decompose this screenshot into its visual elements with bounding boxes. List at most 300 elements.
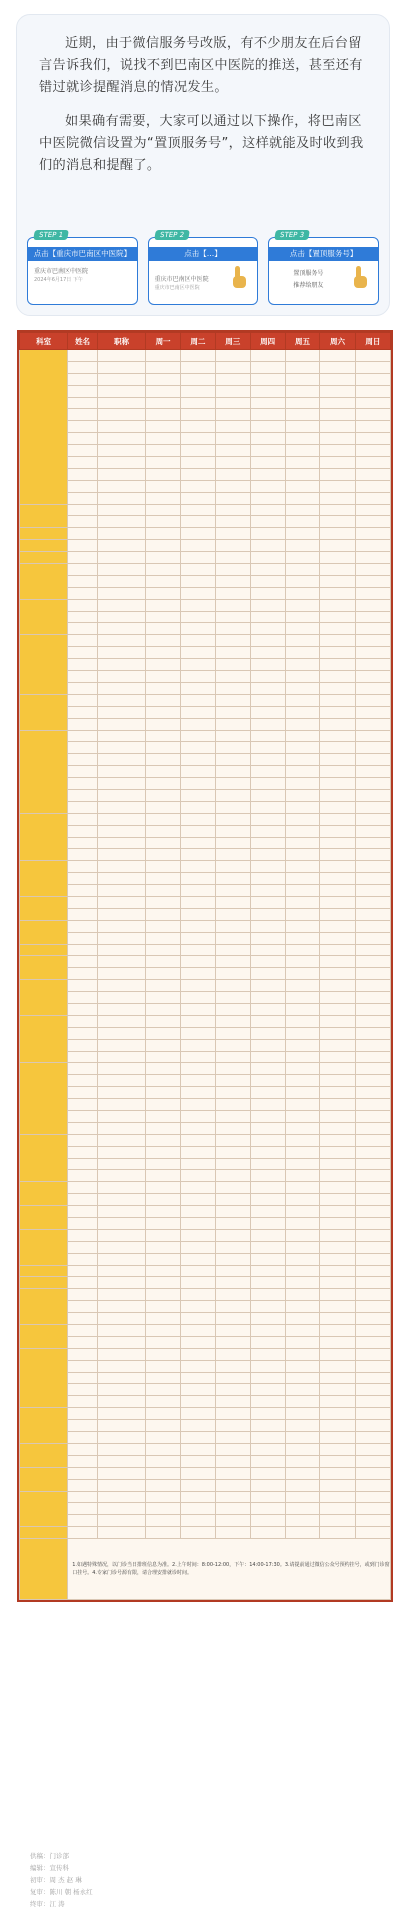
schedule-cell — [355, 1075, 390, 1087]
schedule-cell — [97, 504, 145, 516]
schedule-cell — [355, 1372, 390, 1384]
schedule-cell — [97, 516, 145, 528]
schedule-cell — [97, 1336, 145, 1348]
schedule-cell — [68, 1265, 98, 1277]
schedule-cell — [320, 1241, 355, 1253]
schedule-cell — [320, 1408, 355, 1420]
schedule-cell — [285, 373, 320, 385]
schedule-cell — [250, 754, 285, 766]
schedule-cell — [285, 742, 320, 754]
schedule-cell — [68, 1301, 98, 1313]
schedule-cell — [285, 1039, 320, 1051]
schedule-cell — [68, 992, 98, 1004]
schedule-cell — [181, 1360, 216, 1372]
schedule-cell — [181, 1051, 216, 1063]
schedule-cell — [97, 659, 145, 671]
schedule-cell — [97, 1218, 145, 1230]
schedule-cell — [355, 1063, 390, 1075]
schedule-cell — [181, 837, 216, 849]
schedule-cell — [68, 837, 98, 849]
schedule-cell — [285, 659, 320, 671]
schedule-cell — [97, 1313, 145, 1325]
schedule-cell — [146, 885, 181, 897]
schedule-cell — [250, 778, 285, 790]
schedule-cell — [181, 1348, 216, 1360]
schedule-cell — [285, 1015, 320, 1027]
schedule-cell — [250, 849, 285, 861]
schedule-cell — [146, 1194, 181, 1206]
schedule-cell — [320, 445, 355, 457]
notes-label-cell — [20, 1539, 68, 1600]
schedule-cell — [250, 671, 285, 683]
step-title: 点击【…】 — [149, 247, 258, 261]
table-row — [20, 682, 391, 694]
schedule-cell — [250, 611, 285, 623]
schedule-notes: 1.如遇特殊情况，以门诊当日排班信息为准。2.上午时间：8:00-12:00，下午：14:00-17:30。3.请提前通过微信公众号预约挂号，或到门诊窗口挂号。4.专家门诊号源有限，请合理安排就诊时间。 — [68, 1539, 391, 1600]
dept-cell — [20, 694, 68, 730]
schedule-cell — [146, 623, 181, 635]
schedule-cell — [181, 492, 216, 504]
schedule-cell — [97, 873, 145, 885]
schedule-cell — [68, 659, 98, 671]
schedule-cell — [146, 564, 181, 576]
table-row — [20, 540, 391, 552]
schedule-cell — [355, 1206, 390, 1218]
schedule-cell — [146, 445, 181, 457]
schedule-cell — [146, 1170, 181, 1182]
schedule-cell — [215, 516, 250, 528]
schedule-cell — [215, 778, 250, 790]
col-wed: 周三 — [215, 333, 250, 350]
schedule-cell — [250, 1301, 285, 1313]
schedule-cell — [146, 1063, 181, 1075]
schedule-cell — [146, 682, 181, 694]
schedule-cell — [181, 1194, 216, 1206]
schedule-cell — [355, 1301, 390, 1313]
schedule-cell — [146, 635, 181, 647]
schedule-cell — [68, 1479, 98, 1491]
schedule-cell — [97, 647, 145, 659]
schedule-cell — [250, 1134, 285, 1146]
step-1-card — [27, 231, 138, 305]
schedule-cell — [285, 1479, 320, 1491]
schedule-cell — [146, 1265, 181, 1277]
schedule-cell — [285, 813, 320, 825]
schedule-cell — [181, 718, 216, 730]
schedule-cell — [250, 1158, 285, 1170]
schedule-cell — [285, 968, 320, 980]
schedule-cell — [285, 766, 320, 778]
schedule-cell — [250, 1087, 285, 1099]
schedule-cell — [181, 1027, 216, 1039]
schedule-cell — [215, 1194, 250, 1206]
schedule-cell — [285, 1158, 320, 1170]
schedule-cell — [215, 813, 250, 825]
schedule-cell — [146, 1111, 181, 1123]
schedule-cell — [215, 885, 250, 897]
schedule-cell — [320, 1289, 355, 1301]
table-row — [20, 1122, 391, 1134]
schedule-cell — [68, 718, 98, 730]
schedule-cell — [68, 540, 98, 552]
schedule-cell — [320, 944, 355, 956]
schedule-cell — [320, 1336, 355, 1348]
schedule-cell — [355, 540, 390, 552]
schedule-cell — [68, 801, 98, 813]
step-caption-date: 2024年6月17日 下午 — [34, 277, 83, 283]
schedule-cell — [320, 1479, 355, 1491]
schedule-cell — [285, 778, 320, 790]
schedule-cell — [215, 1348, 250, 1360]
schedule-cell — [97, 373, 145, 385]
schedule-cell — [215, 1003, 250, 1015]
schedule-cell — [285, 932, 320, 944]
schedule-cell — [250, 1265, 285, 1277]
schedule-cell — [285, 397, 320, 409]
schedule-cell — [215, 706, 250, 718]
schedule-cell — [181, 896, 216, 908]
schedule-cell — [97, 1301, 145, 1313]
schedule-cell — [68, 373, 98, 385]
schedule-cell — [68, 956, 98, 968]
schedule-cell — [146, 789, 181, 801]
schedule-cell — [68, 1277, 98, 1289]
table-row — [20, 861, 391, 873]
schedule-cell — [181, 992, 216, 1004]
schedule-cell — [215, 1289, 250, 1301]
schedule-cell — [97, 1265, 145, 1277]
dept-cell — [20, 1443, 68, 1467]
schedule-cell — [285, 1194, 320, 1206]
schedule-cell — [97, 1503, 145, 1515]
schedule-cell — [355, 350, 390, 362]
schedule-cell — [250, 445, 285, 457]
schedule-cell — [215, 373, 250, 385]
schedule-cell — [285, 730, 320, 742]
schedule-cell — [68, 1313, 98, 1325]
schedule-cell — [355, 671, 390, 683]
step-badge: STEP 3 — [274, 230, 310, 240]
schedule-cell — [97, 754, 145, 766]
table-row — [20, 1051, 391, 1063]
schedule-cell — [97, 1027, 145, 1039]
schedule-cell — [215, 682, 250, 694]
schedule-cell — [355, 1122, 390, 1134]
table-row — [20, 1027, 391, 1039]
schedule-cell — [285, 801, 320, 813]
schedule-cell — [320, 1039, 355, 1051]
table-row — [20, 433, 391, 445]
schedule-cell — [250, 599, 285, 611]
dept-cell — [20, 861, 68, 897]
table-row — [20, 1075, 391, 1087]
schedule-cell — [355, 1491, 390, 1503]
schedule-cell — [250, 908, 285, 920]
schedule-cell — [215, 1241, 250, 1253]
schedule-cell — [355, 611, 390, 623]
schedule-cell — [97, 861, 145, 873]
schedule-cell — [68, 623, 98, 635]
schedule-cell — [355, 647, 390, 659]
schedule-cell — [250, 492, 285, 504]
schedule-cell — [181, 528, 216, 540]
dept-cell — [20, 635, 68, 694]
schedule-cell — [181, 932, 216, 944]
table-row — [20, 1503, 391, 1515]
schedule-cell — [250, 1396, 285, 1408]
table-row — [20, 659, 391, 671]
table-row — [20, 492, 391, 504]
schedule-cell — [285, 1408, 320, 1420]
schedule-cell — [215, 385, 250, 397]
schedule-cell — [215, 1146, 250, 1158]
schedule-cell — [146, 1218, 181, 1230]
schedule-cell — [320, 1515, 355, 1527]
notice-paragraph-1: 近期，由于微信服务号改版，有不少朋友在后台留言告诉我们，说找不到巴南区中医院的推送，甚至还有错过就诊提醒消息的情况发生。 — [39, 36, 363, 95]
schedule-cell — [181, 504, 216, 516]
table-row — [20, 1336, 391, 1348]
schedule-cell — [97, 1182, 145, 1194]
schedule-cell — [181, 373, 216, 385]
schedule-cell — [215, 1443, 250, 1455]
schedule-cell — [97, 409, 145, 421]
schedule-cell — [285, 908, 320, 920]
schedule-cell — [355, 1194, 390, 1206]
schedule-cell — [97, 575, 145, 587]
schedule-cell — [320, 1099, 355, 1111]
schedule-cell — [355, 1455, 390, 1467]
schedule-cell — [181, 1182, 216, 1194]
dept-cell — [20, 1289, 68, 1325]
schedule-cell — [215, 1432, 250, 1444]
schedule-cell — [146, 1325, 181, 1337]
table-row — [20, 730, 391, 742]
schedule-cell — [250, 1455, 285, 1467]
schedule-cell — [215, 468, 250, 480]
schedule-cell — [181, 1241, 216, 1253]
dept-cell — [20, 813, 68, 861]
col-name: 姓名 — [68, 333, 98, 350]
schedule-cell — [320, 1051, 355, 1063]
schedule-cell — [215, 671, 250, 683]
schedule-cell — [181, 1408, 216, 1420]
schedule-cell — [320, 1158, 355, 1170]
schedule-cell — [215, 861, 250, 873]
credit-line: 终审：江 涛 — [30, 1900, 65, 1908]
schedule-cell — [215, 837, 250, 849]
dept-cell — [20, 730, 68, 813]
dept-cell — [20, 540, 68, 552]
schedule-cell — [355, 1265, 390, 1277]
schedule-cell — [97, 1491, 145, 1503]
table-row — [20, 397, 391, 409]
schedule-cell — [320, 956, 355, 968]
table-row — [20, 742, 391, 754]
schedule-cell — [355, 956, 390, 968]
schedule-cell — [320, 1348, 355, 1360]
schedule-cell — [215, 1360, 250, 1372]
schedule-cell — [285, 445, 320, 457]
schedule-cell — [355, 706, 390, 718]
schedule-cell — [215, 1218, 250, 1230]
schedule-cell — [146, 754, 181, 766]
schedule-cell — [320, 1122, 355, 1134]
schedule-cell — [215, 599, 250, 611]
schedule-cell — [68, 1063, 98, 1075]
schedule-cell — [285, 1003, 320, 1015]
schedule-cell — [68, 1134, 98, 1146]
schedule-cell — [320, 742, 355, 754]
schedule-cell — [97, 1348, 145, 1360]
schedule-cell — [285, 587, 320, 599]
schedule-cell — [181, 623, 216, 635]
schedule-cell — [181, 778, 216, 790]
schedule-cell — [250, 1253, 285, 1265]
schedule-cell — [146, 932, 181, 944]
schedule-cell — [146, 516, 181, 528]
schedule-cell — [68, 397, 98, 409]
schedule-cell — [215, 552, 250, 564]
schedule-cell — [68, 1325, 98, 1337]
schedule-cell — [146, 778, 181, 790]
step-3-card — [268, 231, 379, 305]
schedule-cell — [285, 468, 320, 480]
schedule-cell — [215, 1015, 250, 1027]
schedule-cell — [285, 682, 320, 694]
schedule-cell — [146, 1467, 181, 1479]
schedule-cell — [68, 896, 98, 908]
schedule-cell — [250, 766, 285, 778]
schedule-cell — [97, 1051, 145, 1063]
schedule-cell — [250, 1063, 285, 1075]
schedule-cell — [181, 873, 216, 885]
schedule-cell — [250, 1503, 285, 1515]
schedule-cell — [320, 1491, 355, 1503]
schedule-cell — [285, 885, 320, 897]
schedule-cell — [68, 813, 98, 825]
schedule-cell — [68, 754, 98, 766]
step-title: 点击【重庆市巴南区中医院】 — [28, 247, 137, 261]
schedule-cell — [250, 1515, 285, 1527]
schedule-cell — [285, 1146, 320, 1158]
schedule-cell — [68, 647, 98, 659]
schedule-cell — [181, 766, 216, 778]
schedule-cell — [355, 1039, 390, 1051]
schedule-cell — [97, 1229, 145, 1241]
schedule-cell — [355, 421, 390, 433]
schedule-cell — [181, 1396, 216, 1408]
dept-cell — [20, 528, 68, 540]
schedule-cell — [320, 837, 355, 849]
dept-cell — [20, 1325, 68, 1349]
schedule-cell — [250, 647, 285, 659]
schedule-cell — [146, 468, 181, 480]
schedule-cell — [320, 908, 355, 920]
schedule-cell — [285, 421, 320, 433]
schedule-cell — [181, 361, 216, 373]
schedule-cell — [146, 1122, 181, 1134]
schedule-cell — [285, 1051, 320, 1063]
schedule-cell — [97, 480, 145, 492]
schedule-cell — [181, 1039, 216, 1051]
schedule-cell — [355, 789, 390, 801]
schedule-cell — [97, 1075, 145, 1087]
schedule-cell — [320, 885, 355, 897]
table-row — [20, 1158, 391, 1170]
schedule-cell — [285, 516, 320, 528]
schedule-cell — [68, 1396, 98, 1408]
schedule-cell — [181, 1432, 216, 1444]
dept-cell — [20, 1265, 68, 1277]
schedule-cell — [355, 694, 390, 706]
schedule-cell — [181, 445, 216, 457]
schedule-cell — [181, 421, 216, 433]
schedule-cell — [320, 754, 355, 766]
schedule-cell — [215, 433, 250, 445]
schedule-cell — [355, 801, 390, 813]
schedule-cell — [146, 801, 181, 813]
schedule-cell — [146, 1051, 181, 1063]
schedule-cell — [250, 1313, 285, 1325]
schedule-cell — [68, 433, 98, 445]
schedule-cell — [355, 861, 390, 873]
table-row — [20, 468, 391, 480]
schedule-cell — [320, 373, 355, 385]
schedule-cell — [181, 956, 216, 968]
schedule-cell — [146, 1432, 181, 1444]
schedule-cell — [285, 540, 320, 552]
notice-card — [16, 14, 390, 316]
schedule-table — [19, 332, 391, 1600]
schedule-cell — [146, 944, 181, 956]
schedule-cell — [355, 1515, 390, 1527]
credit-line: 初审：周 杰 赵 琳 — [30, 1876, 82, 1884]
schedule-cell — [250, 659, 285, 671]
schedule-cell — [97, 1289, 145, 1301]
schedule-cell — [215, 1027, 250, 1039]
schedule-cell — [320, 659, 355, 671]
schedule-cell — [320, 1111, 355, 1123]
table-row — [20, 1491, 391, 1503]
schedule-cell — [97, 1063, 145, 1075]
schedule-cell — [181, 1372, 216, 1384]
schedule-cell — [97, 552, 145, 564]
schedule-cell — [215, 1527, 250, 1539]
schedule-cell — [250, 433, 285, 445]
table-header-row — [20, 333, 391, 350]
schedule-cell — [355, 980, 390, 992]
schedule-cell — [68, 1384, 98, 1396]
schedule-cell — [320, 968, 355, 980]
schedule-cell — [146, 1289, 181, 1301]
schedule-cell — [68, 528, 98, 540]
schedule-cell — [285, 385, 320, 397]
schedule-cell — [215, 873, 250, 885]
schedule-cell — [146, 1503, 181, 1515]
schedule-cell — [68, 564, 98, 576]
schedule-cell — [181, 1277, 216, 1289]
schedule-cell — [285, 623, 320, 635]
schedule-cell — [181, 1158, 216, 1170]
schedule-cell — [215, 1170, 250, 1182]
table-row — [20, 718, 391, 730]
schedule-cell — [355, 1253, 390, 1265]
schedule-cell — [146, 837, 181, 849]
schedule-cell — [97, 932, 145, 944]
schedule-cell — [250, 361, 285, 373]
schedule-cell — [68, 1146, 98, 1158]
schedule-cell — [320, 1277, 355, 1289]
